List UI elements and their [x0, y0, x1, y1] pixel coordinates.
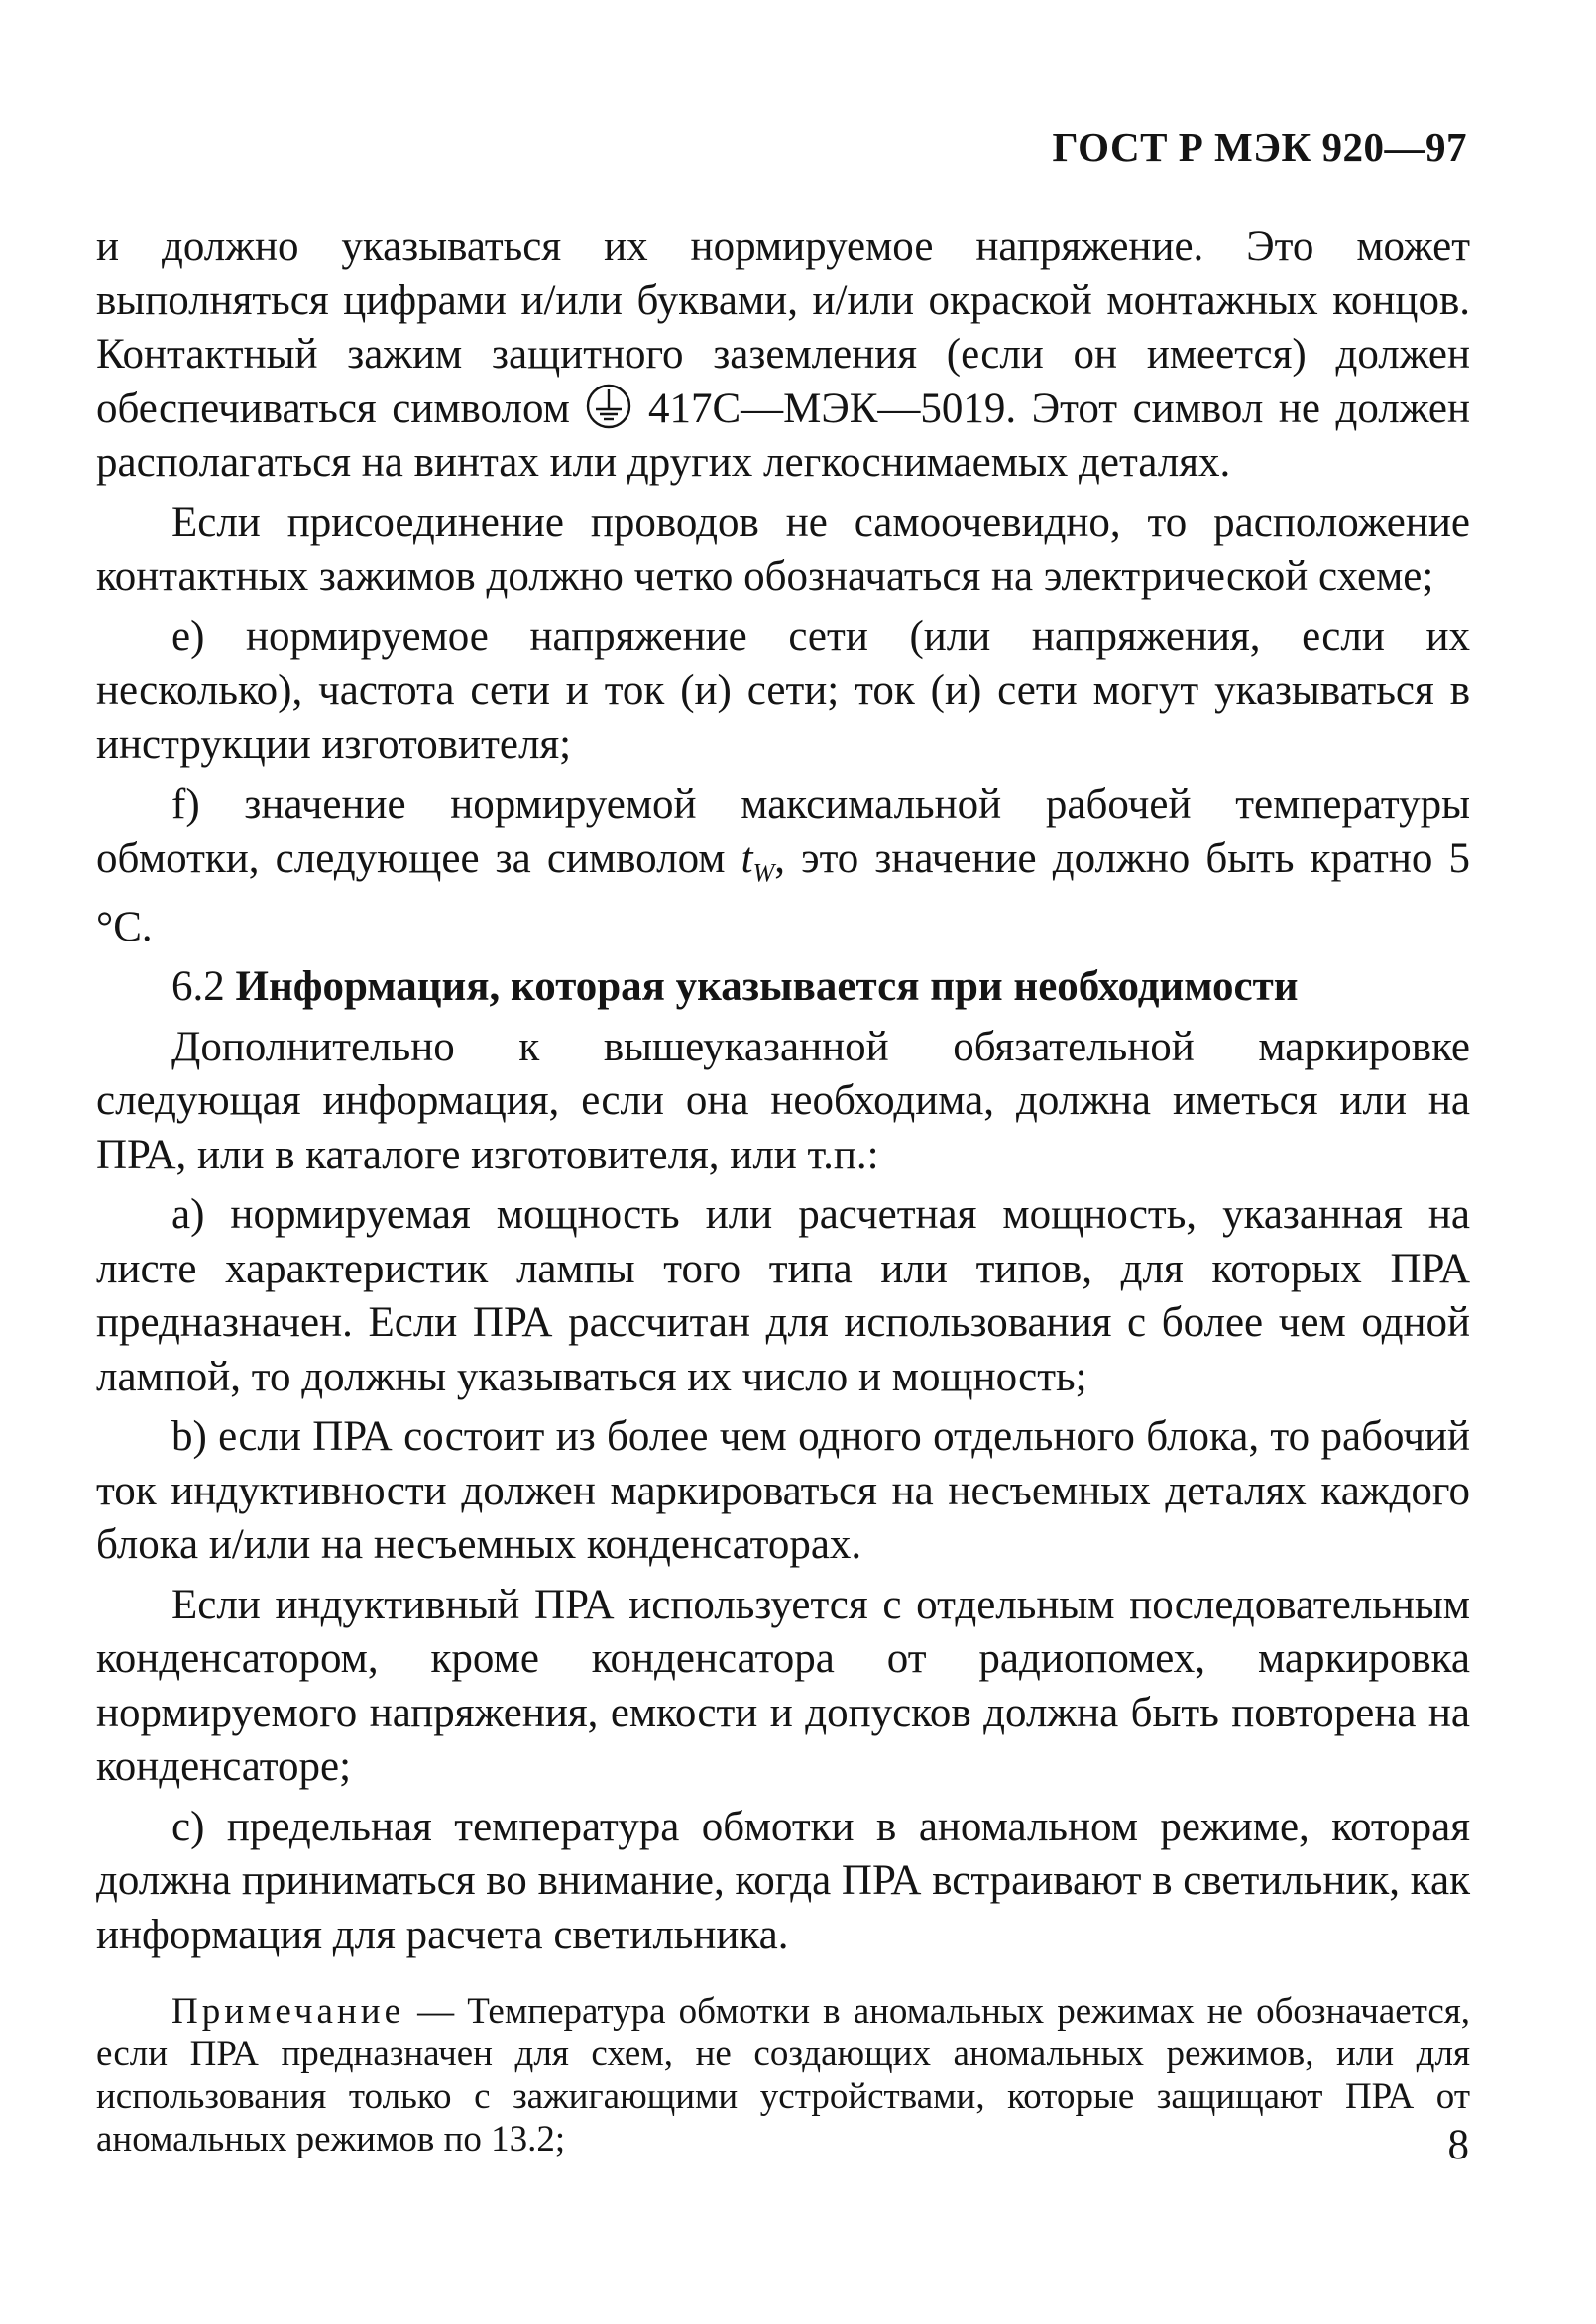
document-header: ГОСТ Р МЭК 920—97	[1052, 124, 1467, 169]
list-item-a: а) нормируемая мощность или расчетная мощность, указанная на листе характеристик лампы того типа или типов, для которых ПРА предназначен. Если ПРА рассчитан для использования с более чем одной лампой, то должны указываться их число и мощность;	[96, 1191, 1470, 1400]
paragraph-continuation	[96, 220, 1470, 491]
temperature-symbol: $t_W$	[741, 834, 775, 888]
page-number: 8	[1447, 2122, 1469, 2168]
paragraph-text: , это значение должно быть кратно 5 °С.	[96, 834, 1470, 950]
section-heading	[96, 960, 1470, 1015]
list-item-c: с) предельная температура обмотки в аномальном режиме, которая должна приниматься во внимание, когда ПРА встраивают в светильник, как информация для расчета светильника.	[96, 1803, 1470, 1958]
paragraph: Если присоединение проводов не самоочевидно, то расположение контактных зажимов должно четко обозначаться на электрической схеме;	[96, 498, 1470, 600]
paragraph-text: и должно указываться их нормируемое напряжение. Это может выполняться цифрами и/или буквами, и/или окраской монтажных концов. Контактный зажим защитного заземления (если он имеется) должен обеспечиваться символом	[96, 223, 1470, 432]
note	[96, 1990, 1470, 2160]
section-number: 6.2	[171, 963, 225, 1011]
paragraph: Дополнительно к вышеуказанной обязательной маркировке следующая информация, если она необходима, должна иметься или на ПРА, или в каталоге изготовителя, или т.п.:	[96, 1023, 1470, 1178]
list-item-b: b) если ПРА состоит из более чем одного отдельного блока, то рабочий ток индуктивности должен маркироваться на несъемных деталях каждого блока и/или на несъемных конденсаторах.	[96, 1413, 1470, 1569]
document-body	[96, 220, 1470, 2166]
note-label: Примечание	[171, 1991, 404, 2033]
paragraph-text: 417С—МЭК—5019. Этот символ не должен располагаться на винтах или других легкоснимаемых деталях.	[96, 385, 1470, 486]
protective-earth-icon	[585, 383, 632, 430]
list-item-e: е) нормируемое напряжение сети (или напряжения, если их несколько), частота сети и ток (и) сети; ток (и) сети могут указываться в инструкции изготовителя;	[96, 612, 1470, 768]
note-text: — Температура обмотки в аномальных режимах не обозначается, если ПРА предназначен для схем, не создающих аномальных режимов, или для использования только с зажигающими устройствами, которые защищают ПРА от аномальных режимов по 13.2;	[96, 1991, 1471, 2160]
paragraph-text: f) значение нормируемой максимальной рабочей температуры обмотки, следующее за символом	[96, 781, 1470, 882]
list-item-f	[96, 778, 1470, 954]
section-title: Информация, которая указывается при необходимости	[235, 963, 1299, 1011]
paragraph: Если индуктивный ПРА используется с отдельным последовательным конденсатором, кроме конденсатора от радиопомех, маркировка нормируемого напряжения, емкости и допусков должна быть повторена на конденсаторе;	[96, 1581, 1470, 1791]
